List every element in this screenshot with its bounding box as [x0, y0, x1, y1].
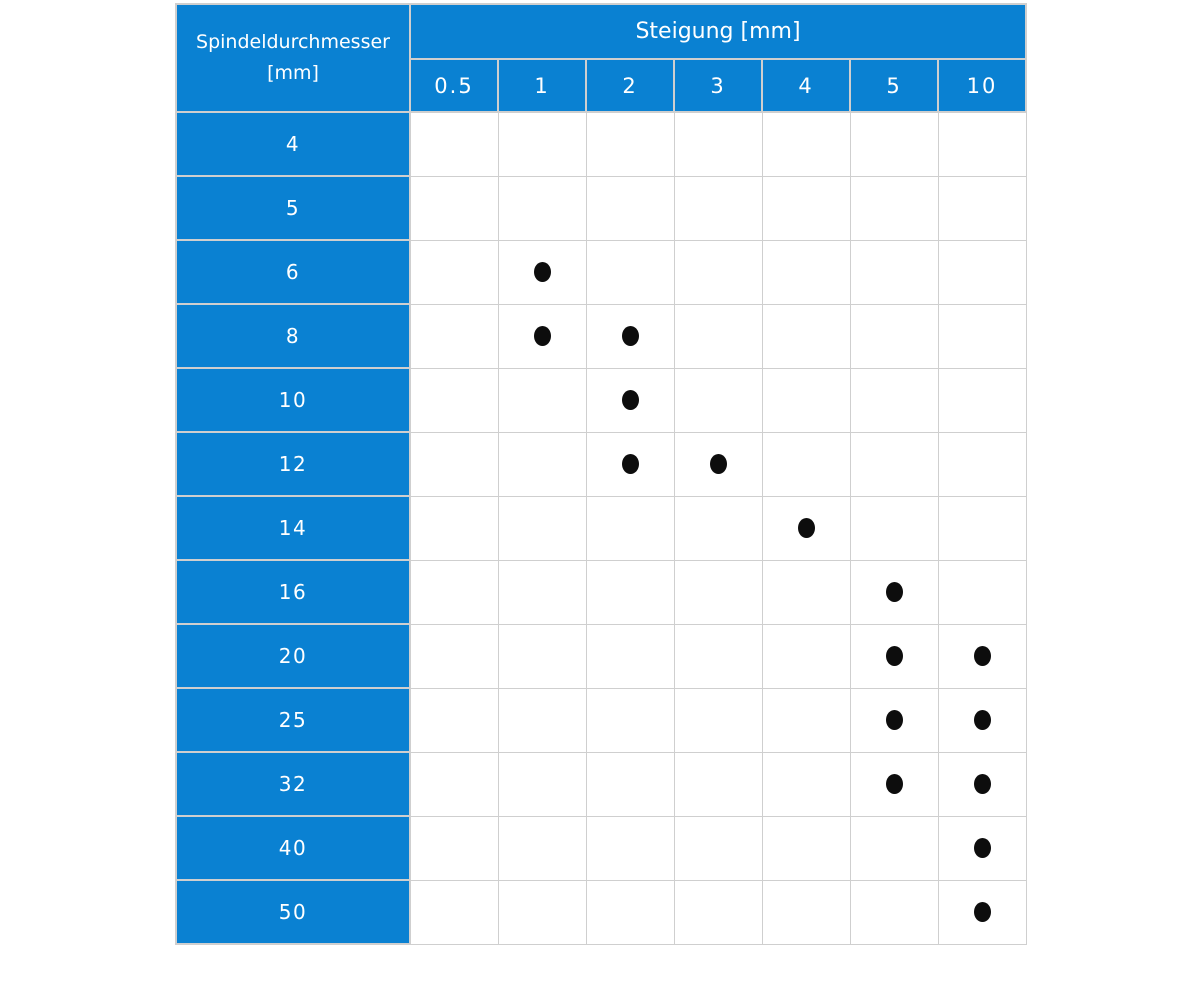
- availability-cell: [498, 816, 586, 880]
- dot-marker: [974, 710, 991, 730]
- availability-cell: [498, 304, 586, 368]
- availability-cell: [410, 624, 498, 688]
- availability-cell: [498, 880, 586, 944]
- availability-cell: [674, 240, 762, 304]
- availability-cell: [674, 560, 762, 624]
- availability-cell: [674, 112, 762, 176]
- availability-cell: [410, 432, 498, 496]
- pitch-column-header: 0.5: [410, 59, 498, 112]
- availability-cell: [762, 432, 850, 496]
- availability-cell: [498, 432, 586, 496]
- dot-marker: [886, 646, 903, 666]
- header-row-group: [176, 4, 1026, 59]
- table-row: [176, 688, 1026, 752]
- availability-cell: [410, 688, 498, 752]
- availability-cell: [674, 752, 762, 816]
- table-row: [176, 240, 1026, 304]
- diameter-label: 25: [176, 688, 410, 752]
- diameter-label: 20: [176, 624, 410, 688]
- availability-cell: [850, 496, 938, 560]
- diameter-label: 40: [176, 816, 410, 880]
- availability-cell: [938, 624, 1026, 688]
- availability-cell: [410, 560, 498, 624]
- availability-cell: [762, 304, 850, 368]
- availability-cell: [586, 112, 674, 176]
- availability-cell: [498, 752, 586, 816]
- dot-marker: [974, 774, 991, 794]
- availability-cell: [938, 688, 1026, 752]
- diameter-label: 16: [176, 560, 410, 624]
- dot-marker: [622, 454, 639, 474]
- availability-cell: [674, 624, 762, 688]
- availability-cell: [586, 304, 674, 368]
- availability-cell: [498, 624, 586, 688]
- availability-cell: [850, 752, 938, 816]
- table-row: [176, 560, 1026, 624]
- dot-marker: [974, 646, 991, 666]
- availability-cell: [586, 368, 674, 432]
- row-axis-header-line1: Spindeldurchmesser: [196, 31, 390, 53]
- pitch-column-header: 4: [762, 59, 850, 112]
- diameter-label: 5: [176, 176, 410, 240]
- dot-marker: [974, 838, 991, 858]
- pitch-column-header: 2: [586, 59, 674, 112]
- availability-cell: [850, 432, 938, 496]
- availability-cell: [762, 176, 850, 240]
- table-row: [176, 816, 1026, 880]
- availability-cell: [762, 240, 850, 304]
- table-row: [176, 304, 1026, 368]
- table-row: [176, 368, 1026, 432]
- availability-cell: [410, 496, 498, 560]
- diameter-label: 8: [176, 304, 410, 368]
- availability-cell: [586, 816, 674, 880]
- table-row: [176, 624, 1026, 688]
- availability-cell: [586, 752, 674, 816]
- availability-cell: [586, 240, 674, 304]
- availability-cell: [410, 880, 498, 944]
- availability-cell: [674, 496, 762, 560]
- table-row: [176, 880, 1026, 944]
- diameter-label: 12: [176, 432, 410, 496]
- availability-cell: [938, 496, 1026, 560]
- availability-cell: [498, 496, 586, 560]
- availability-cell: [850, 880, 938, 944]
- availability-cell: [938, 752, 1026, 816]
- availability-cell: [410, 112, 498, 176]
- table-row: [176, 176, 1026, 240]
- availability-cell: [850, 560, 938, 624]
- availability-cell: [938, 240, 1026, 304]
- dot-marker: [710, 454, 727, 474]
- table-row: [176, 112, 1026, 176]
- availability-cell: [410, 304, 498, 368]
- availability-cell: [674, 304, 762, 368]
- diameter-label: 10: [176, 368, 410, 432]
- table-row: [176, 752, 1026, 816]
- availability-cell: [498, 240, 586, 304]
- availability-cell: [410, 368, 498, 432]
- availability-cell: [498, 368, 586, 432]
- availability-cell: [938, 304, 1026, 368]
- spindle-pitch-table: [175, 3, 1027, 945]
- availability-cell: [762, 752, 850, 816]
- availability-cell: [850, 624, 938, 688]
- pitch-column-header: 5: [850, 59, 938, 112]
- availability-cell: [938, 368, 1026, 432]
- availability-cell: [410, 240, 498, 304]
- table-row: [176, 432, 1026, 496]
- diameter-label: 4: [176, 112, 410, 176]
- availability-cell: [586, 560, 674, 624]
- availability-cell: [850, 112, 938, 176]
- availability-cell: [938, 560, 1026, 624]
- availability-cell: [674, 688, 762, 752]
- availability-cell: [850, 176, 938, 240]
- availability-cell: [762, 496, 850, 560]
- pitch-column-header: 3: [674, 59, 762, 112]
- availability-cell: [762, 624, 850, 688]
- availability-cell: [762, 816, 850, 880]
- availability-cell: [674, 176, 762, 240]
- availability-cell: [586, 432, 674, 496]
- column-group-title: Steigung [mm]: [410, 4, 1026, 59]
- availability-cell: [938, 816, 1026, 880]
- row-axis-header-line2: [mm]: [267, 62, 319, 84]
- availability-cell: [410, 752, 498, 816]
- pitch-column-header: 10: [938, 59, 1026, 112]
- dot-marker: [622, 326, 639, 346]
- availability-cell: [586, 880, 674, 944]
- availability-cell: [762, 112, 850, 176]
- availability-cell: [410, 176, 498, 240]
- availability-cell: [498, 112, 586, 176]
- dot-marker: [886, 582, 903, 602]
- diameter-label: 14: [176, 496, 410, 560]
- availability-cell: [586, 496, 674, 560]
- availability-cell: [762, 560, 850, 624]
- availability-cell: [762, 688, 850, 752]
- table-row: [176, 496, 1026, 560]
- diameter-label: 32: [176, 752, 410, 816]
- dot-marker: [622, 390, 639, 410]
- availability-cell: [762, 368, 850, 432]
- availability-cell: [850, 816, 938, 880]
- availability-cell: [674, 816, 762, 880]
- availability-cell: [850, 240, 938, 304]
- pitch-column-header: 1: [498, 59, 586, 112]
- diameter-label: 6: [176, 240, 410, 304]
- availability-cell: [762, 880, 850, 944]
- availability-cell: [586, 688, 674, 752]
- availability-cell: [674, 432, 762, 496]
- availability-cell: [586, 176, 674, 240]
- availability-cell: [586, 624, 674, 688]
- diameter-label: 50: [176, 880, 410, 944]
- availability-cell: [850, 688, 938, 752]
- row-axis-header: [176, 4, 410, 112]
- dot-marker: [534, 262, 551, 282]
- availability-cell: [410, 816, 498, 880]
- dot-marker: [798, 518, 815, 538]
- availability-cell: [938, 432, 1026, 496]
- dot-marker: [974, 902, 991, 922]
- availability-cell: [938, 880, 1026, 944]
- availability-cell: [674, 880, 762, 944]
- availability-cell: [498, 176, 586, 240]
- availability-cell: [498, 688, 586, 752]
- dot-marker: [534, 326, 551, 346]
- availability-cell: [850, 304, 938, 368]
- table-body: [176, 112, 1026, 944]
- availability-cell: [938, 176, 1026, 240]
- availability-cell: [938, 112, 1026, 176]
- availability-cell: [850, 368, 938, 432]
- availability-cell: [674, 368, 762, 432]
- dot-marker: [886, 774, 903, 794]
- availability-cell: [498, 560, 586, 624]
- dot-marker: [886, 710, 903, 730]
